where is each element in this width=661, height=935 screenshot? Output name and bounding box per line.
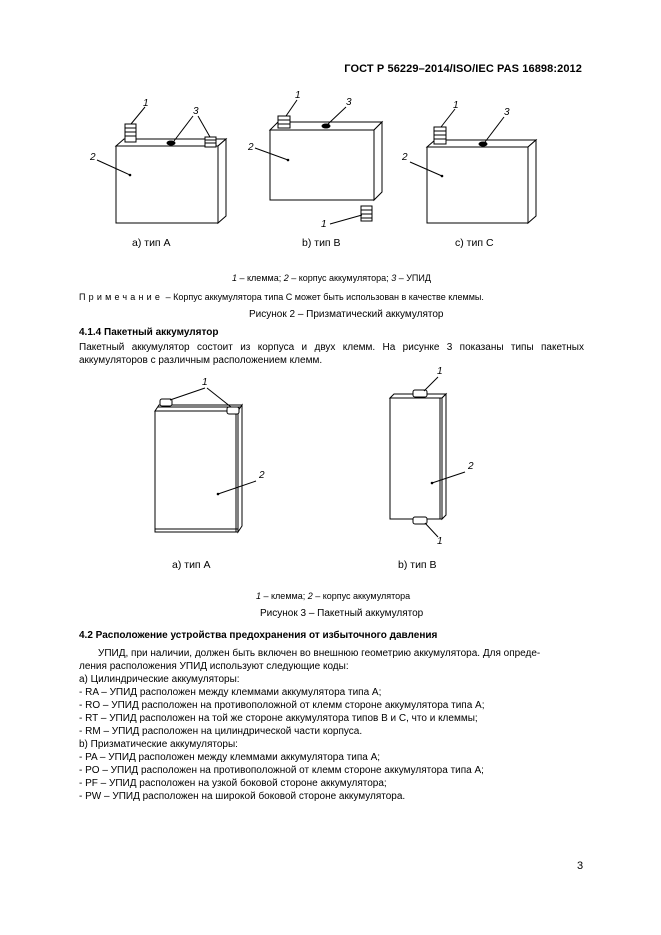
list-item: a) Цилиндрические аккумуляторы: [79,674,240,685]
pouch-battery-type-b [390,377,465,537]
figure3-title: Рисунок 3 – Пакетный аккумулятор [260,608,424,619]
section-414-text: Пакетный аккумулятор состоит из корпуса и двух клемм. На рисунке 3 показаны типы пакетных аккумуляторов с различным расположением клемм. [79,342,584,366]
terminal-icon [125,124,136,142]
figure3-label: 1 [437,366,443,377]
figure3-caption-a: a) тип A [172,559,211,571]
list-item: - RA – УПИД расположен между клеммами аккумулятора типа A; [79,687,382,698]
figure3-label: 1 [437,536,443,547]
list-item: - RO – УПИД расположен на противоположной от клемм стороне аккумулятора типа A; [79,700,485,711]
terminal-icon [227,407,239,414]
figure2-note: Примечание – Корпус аккумулятора типа C может быть использован в качестве клеммы. [79,292,484,302]
figure2-label: 1 [453,100,459,111]
terminal-icon [413,390,427,397]
prismatic-battery-type-b [255,100,382,224]
figure2-label: 3 [346,97,352,108]
prismatic-battery-type-c [410,109,536,223]
figure3-caption-b: b) тип B [398,559,437,571]
figure2-legend: 1 – клемма; 2 – корпус аккумулятора; 3 – УПИД [232,273,431,283]
terminal-icon [278,116,290,128]
list-item: - PW – УПИД расположен на широкой боковой стороне аккумулятора. [79,791,406,802]
figure3-label: 2 [468,461,474,472]
figure2-caption-b: b) тип B [302,237,341,249]
figure2-label: 1 [295,90,301,101]
figure2-label: 3 [193,106,199,117]
prismatic-battery-type-a [97,107,226,223]
page-number: 3 [577,860,584,872]
figure3-label: 1 [202,377,208,388]
section-414-heading: 4.1.4 Пакетный аккумулятор [79,327,219,338]
list-item: - PA – УПИД расположен между клеммами аккумулятора типа A; [79,752,381,763]
terminal-icon [205,137,216,147]
figure2-title: Рисунок 2 – Призматический аккумулятор [249,309,444,320]
figure2-label: 1 [143,98,149,109]
list-item: - PO – УПИД расположен на противоположной от клемм стороне аккумулятора типа A; [79,765,484,776]
vent-icon [479,142,487,146]
figure2-label: 2 [90,152,96,163]
figure2-label: 3 [504,107,510,118]
section-42-para-line: ления расположения УПИД используют следующие коды: [79,661,349,672]
document-header: ГОСТ Р 56229–2014/ISO/IEC PAS 16898:2012 [344,63,582,75]
figure2-label: 2 [248,142,254,153]
figure3-legend: 1 – клемма; 2 – корпус аккумулятора [256,591,411,601]
figure2-label: 1 [321,219,327,230]
figure3-label: 2 [259,470,265,481]
pouch-battery-type-a [155,388,256,532]
list-item: - RT – УПИД расположен на той же стороне аккумулятора типов B и C, что и клеммы; [79,713,478,724]
list-item: - RM – УПИД расположен на цилиндрической части корпуса. [79,726,363,737]
figure2-caption-a: a) тип A [132,237,171,249]
section-42-para-line: УПИД, при наличии, должен быть включен во внешнюю геометрию аккумулятора. Для опреде- [98,648,541,659]
figure2-label: 2 [402,152,408,163]
terminal-icon [413,517,427,524]
vent-icon [167,141,175,145]
figure2-caption-c: c) тип C [455,237,494,249]
section-42-heading: 4.2 Расположение устройства предохранения от избыточного давления [79,630,438,641]
vent-icon [322,124,330,128]
list-item: b) Призматические аккумуляторы: [79,739,238,750]
list-item: - PF – УПИД расположен на узкой боковой стороне аккумулятора; [79,778,387,789]
